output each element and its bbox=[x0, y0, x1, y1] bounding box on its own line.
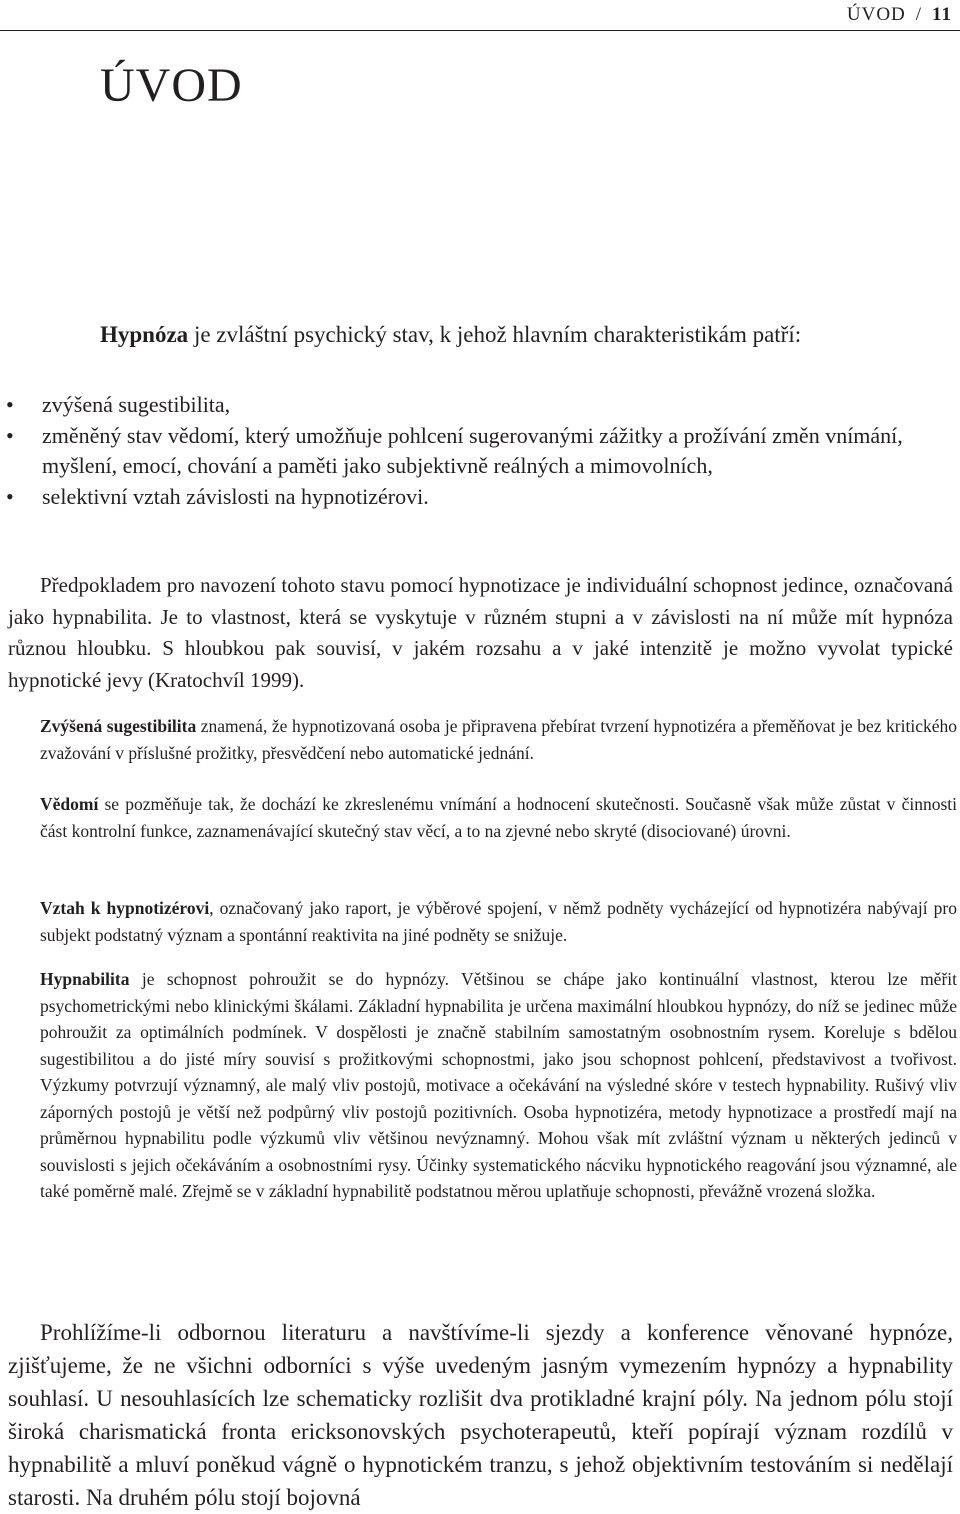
list-item: • zvýšená sugestibilita, bbox=[0, 390, 952, 421]
definition-text: znamená, že hypnotizovaná osoba je připravena přebírat tvrzení hypnotizéra a přeměňovat je bez kritického zvažování v příslušné prožitky, přesvědčení nebo automatické jednání. bbox=[40, 716, 957, 763]
running-header bbox=[847, 4, 952, 26]
definition-term: Vztah k hypnotizérovi bbox=[40, 898, 210, 918]
lead-sentence bbox=[100, 322, 940, 348]
definition-relationship bbox=[40, 895, 957, 948]
definition-text: , označovaný jako raport, je výběrové spojení, v němž podněty vycházející od hypnotizéra nabývají pro subjekt podstatný význam a spontánní reaktivita na jiné podněty se snižuje. bbox=[40, 898, 957, 945]
definition-term: Zvýšená sugestibilita bbox=[40, 716, 197, 736]
definition-text: je schopnost pohroužit se do hypnózy. Většinou se chápe jako kontinuální vlastnost, kterou lze měřit psychometrickými nebo klinickými škálami. Základní hypnabilita je určena maximální hloubkou hypnózy, do níž se jedinec může pohroužit za optimálních podmínek. V dospělosti je značně stabilním samostatným osobnostním rysem. Koreluje s bdělou sugestibilitou a do jisté míry souvisí s prožitkovými schopnostmi, jako jsou schopnost pohlcení, představivost a tvořivost. Výzkumy potvrzují významný, ale malý vliv postojů, motivace a očekávání na výsledné skóre v testech hypnability. Rušivý vliv záporných postojů je větší než podpůrný vliv postojů pozitivních. Osoba hypnotizéra, metody hypnotizace a prostředí mají na průměrnou hypnabilitu podle výzkumů vliv většinou nevýznamný. Mohou však mít zvláštní význam u některých jedinců v souvislosti s jejich očekáváním a osobnostními rysy. Účinky systematického nácviku hypnotického reagování jsou významné, ale také poměrně malé. Zřejmě se v základní hypnabilitě podstatnou měrou uplatňuje schopnosti, převážně vrozená složka. bbox=[40, 969, 957, 1201]
chapter-title: ÚVOD bbox=[100, 59, 243, 112]
literature-paragraph: Prohlížíme-li odbornou literaturu a navštívíme-li sjezdy a konference věnované hypnóze, zjišťujeme, že ne všichni odborníci s výše uvedeným jasným vymezením hypnózy a hypnability souhlasí. U nesouhlasících lze schematicky rozlišit dva protikladné krajní póly. Na jednom pólu stojí široká charismatická fronta ericksonovských psychoterapeutů, kteří popírají význam rozdílů v hypnabilitě a mluví poněkud vágně o hypnotickém tranzu, s jehož objektivním testováním si nedělají starosti. Na druhém pólu stojí bojovná bbox=[8, 1320, 953, 1510]
definition-consciousness bbox=[40, 791, 957, 844]
definition-suggestibility bbox=[40, 713, 957, 766]
list-item: • změněný stav vědomí, který umožňuje pohlcení sugerovanými zážitky a prožívání změn vnímání, myšlení, emocí, chování a paměti jako subjektivně reálných a mimovolních, bbox=[0, 421, 952, 482]
definition-text: se pozměňuje tak, že dochází ke zkreslenému vnímání a hodnocení skutečnosti. Současně však může zůstat v činnosti část kontrolní funkce, zaznamenávající skutečný stav věcí, a to na zjevné nebo skryté (disociované) úrovni. bbox=[40, 794, 957, 841]
running-header-section: ÚVOD bbox=[846, 4, 906, 25]
lead-text: je zvláštní psychický stav, k jehož hlavním charakteristikám patří: bbox=[188, 322, 802, 347]
definition-term: Hypnabilita bbox=[40, 969, 130, 989]
list-item: • selektivní vztah závislosti na hypnotizérovi. bbox=[0, 482, 952, 513]
definition-term: Vědomí bbox=[40, 794, 99, 814]
header-rule bbox=[0, 30, 960, 31]
intro-paragraph: Předpokladem pro navození tohoto stavu pomocí hypnotizace je individuální schopnost jedince, označovaná jako hypnabilita. Je to vlastnost, která se vyskytuje v různém stupni a v závislosti na ní může mít hypnóza různou hloubku. S hloubkou pak souvisí, v jakém rozsahu a v jaké intenzitě je možno vyvolat typické hypnotické jevy (Kratochvíl 1999). bbox=[8, 573, 953, 692]
page-number: 11 bbox=[932, 4, 952, 25]
traits-list bbox=[0, 390, 952, 512]
definition-hypnability bbox=[40, 966, 957, 1205]
running-header-separator: / bbox=[915, 4, 923, 25]
lead-term: Hypnóza bbox=[100, 322, 189, 347]
